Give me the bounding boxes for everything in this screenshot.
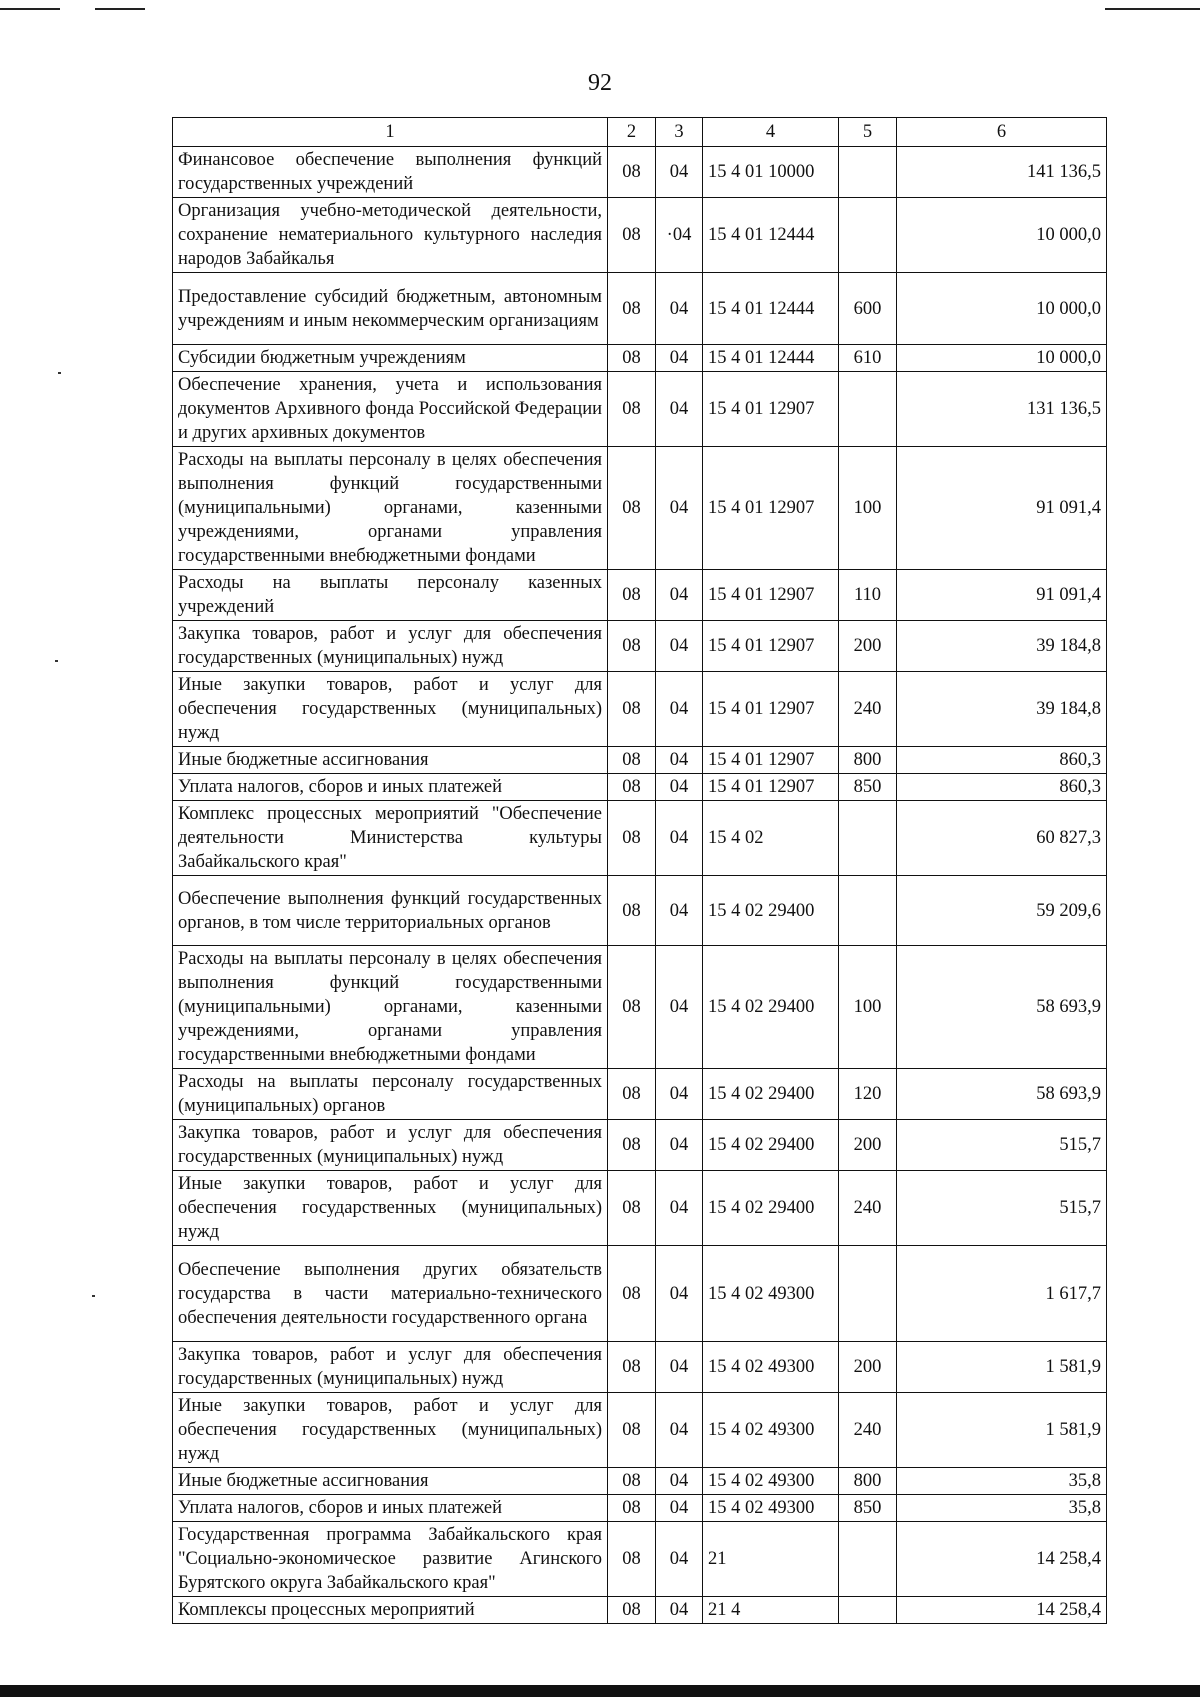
subsection-code-cell: 04 (656, 1069, 703, 1120)
target-article-cell: 15 4 02 29400 (703, 946, 839, 1069)
table-row (173, 1342, 1107, 1393)
row-name-cell: Расходы на выплаты персоналу в целях обеспечения выполнения функций государственными (муниципальными) органами, казенными учреждениями, органами управления государственными внебюджетными фондами (173, 946, 608, 1069)
amount-cell: 515,7 (897, 1171, 1107, 1246)
section-code-cell: 08 (608, 1120, 656, 1171)
target-article-cell: 15 4 02 49300 (703, 1393, 839, 1468)
expense-type-cell: 240 (839, 1171, 897, 1246)
row-name-cell: Организация учебно-методической деятельности, сохранение нематериального культурного наследия народов Забайкалья (173, 198, 608, 273)
expense-type-cell: 800 (839, 747, 897, 774)
expense-type-cell (839, 198, 897, 273)
row-name-cell: Финансовое обеспечение выполнения функций государственных учреждений (173, 147, 608, 198)
column-header: 1 (173, 118, 608, 147)
section-code-cell: 08 (608, 198, 656, 273)
target-article-cell: 15 4 01 12444 (703, 345, 839, 372)
expense-type-cell: 200 (839, 1120, 897, 1171)
row-name-cell: Иные бюджетные ассигнования (173, 1468, 608, 1495)
top-scan-rule (1105, 8, 1200, 10)
table-row (173, 1393, 1107, 1468)
target-article-cell: 15 4 01 12907 (703, 372, 839, 447)
table-row (173, 876, 1107, 946)
row-name-cell: Закупка товаров, работ и услуг для обеспечения государственных (муниципальных) нужд (173, 1120, 608, 1171)
table-row (173, 1597, 1107, 1624)
page-number: 92 (588, 70, 612, 96)
scan-speck (92, 1295, 95, 1297)
section-code-cell: 08 (608, 621, 656, 672)
target-article-cell: 15 4 02 49300 (703, 1246, 839, 1342)
target-article-cell: 15 4 01 12907 (703, 570, 839, 621)
expense-type-cell: 600 (839, 273, 897, 345)
subsection-code-cell: 04 (656, 774, 703, 801)
subsection-code-cell: 04 (656, 1246, 703, 1342)
subsection-code-cell: 04 (656, 1468, 703, 1495)
scan-speck (55, 660, 58, 662)
target-article-cell: 15 4 02 49300 (703, 1468, 839, 1495)
row-name-cell: Комплекс процессных мероприятий "Обеспечение деятельности Министерства культуры Забайкальского края" (173, 801, 608, 876)
subsection-code-cell: ·04 (656, 198, 703, 273)
expense-type-cell: 240 (839, 672, 897, 747)
section-code-cell: 08 (608, 876, 656, 946)
expense-type-cell: 850 (839, 1495, 897, 1522)
subsection-code-cell: 04 (656, 447, 703, 570)
subsection-code-cell: 04 (656, 1120, 703, 1171)
section-code-cell: 08 (608, 1171, 656, 1246)
amount-cell: 10 000,0 (897, 345, 1107, 372)
target-article-cell: 15 4 02 49300 (703, 1495, 839, 1522)
table-row (173, 1120, 1107, 1171)
amount-cell: 141 136,5 (897, 147, 1107, 198)
column-header: 2 (608, 118, 656, 147)
target-article-cell: 15 4 01 12907 (703, 747, 839, 774)
scan-speck (58, 372, 61, 374)
row-name-cell: Предоставление субсидий бюджетным, автономным учреждениям и иным некоммерческим организациям (173, 273, 608, 345)
amount-cell: 91 091,4 (897, 570, 1107, 621)
table-body (173, 147, 1107, 1624)
expense-type-cell (839, 1522, 897, 1597)
table-row (173, 621, 1107, 672)
row-name-cell: Иные закупки товаров, работ и услуг для обеспечения государственных (муниципальных) нужд (173, 672, 608, 747)
target-article-cell: 15 4 01 12907 (703, 774, 839, 801)
target-article-cell: 15 4 02 (703, 801, 839, 876)
row-name-cell: Комплексы процессных мероприятий (173, 1597, 608, 1624)
table-row (173, 747, 1107, 774)
amount-cell: 1 581,9 (897, 1393, 1107, 1468)
subsection-code-cell: 04 (656, 570, 703, 621)
section-code-cell: 08 (608, 447, 656, 570)
target-article-cell: 15 4 02 29400 (703, 1171, 839, 1246)
target-article-cell: 15 4 02 49300 (703, 1342, 839, 1393)
target-article-cell: 15 4 01 12444 (703, 198, 839, 273)
amount-cell: 58 693,9 (897, 1069, 1107, 1120)
section-code-cell: 08 (608, 1246, 656, 1342)
column-header: 3 (656, 118, 703, 147)
subsection-code-cell: 04 (656, 1342, 703, 1393)
amount-cell: 860,3 (897, 774, 1107, 801)
table-row (173, 447, 1107, 570)
row-name-cell: Расходы на выплаты персоналу казенных учреждений (173, 570, 608, 621)
row-name-cell: Расходы на выплаты персоналу в целях обеспечения выполнения функций государственными (муниципальными) органами, казенными учреждениями, органами управления государственными внебюджетными фондами (173, 447, 608, 570)
table-row (173, 1522, 1107, 1597)
row-name-cell: Государственная программа Забайкальского края "Социально-экономическое развитие Агинского Бурятского округа Забайкальского края" (173, 1522, 608, 1597)
section-code-cell: 08 (608, 672, 656, 747)
section-code-cell: 08 (608, 1597, 656, 1624)
target-article-cell: 15 4 01 12907 (703, 672, 839, 747)
column-header: 5 (839, 118, 897, 147)
table-row (173, 1246, 1107, 1342)
amount-cell: 35,8 (897, 1468, 1107, 1495)
section-code-cell: 08 (608, 1393, 656, 1468)
amount-cell: 39 184,8 (897, 672, 1107, 747)
section-code-cell: 08 (608, 747, 656, 774)
expense-type-cell: 200 (839, 621, 897, 672)
expense-type-cell: 850 (839, 774, 897, 801)
subsection-code-cell: 04 (656, 1171, 703, 1246)
table-header-row (173, 118, 1107, 147)
subsection-code-cell: 04 (656, 1597, 703, 1624)
top-scan-rule (95, 8, 145, 10)
amount-cell: 860,3 (897, 747, 1107, 774)
subsection-code-cell: 04 (656, 621, 703, 672)
table-row (173, 345, 1107, 372)
section-code-cell: 08 (608, 345, 656, 372)
subsection-code-cell: 04 (656, 273, 703, 345)
row-name-cell: Обеспечение выполнения других обязательств государства в части материально-технического обеспечения деятельности государственного органа (173, 1246, 608, 1342)
table-row (173, 372, 1107, 447)
subsection-code-cell: 04 (656, 946, 703, 1069)
top-scan-rule (0, 8, 60, 10)
row-name-cell: Расходы на выплаты персоналу государственных (муниципальных) органов (173, 1069, 608, 1120)
row-name-cell: Закупка товаров, работ и услуг для обеспечения государственных (муниципальных) нужд (173, 1342, 608, 1393)
target-article-cell: 21 4 (703, 1597, 839, 1624)
amount-cell: 39 184,8 (897, 621, 1107, 672)
section-code-cell: 08 (608, 1495, 656, 1522)
target-article-cell: 15 4 01 10000 (703, 147, 839, 198)
section-code-cell: 08 (608, 774, 656, 801)
expense-type-cell: 110 (839, 570, 897, 621)
section-code-cell: 08 (608, 1522, 656, 1597)
target-article-cell: 15 4 01 12444 (703, 273, 839, 345)
target-article-cell: 15 4 02 29400 (703, 876, 839, 946)
amount-cell: 10 000,0 (897, 273, 1107, 345)
subsection-code-cell: 04 (656, 1495, 703, 1522)
amount-cell: 14 258,4 (897, 1597, 1107, 1624)
row-name-cell: Уплата налогов, сборов и иных платежей (173, 1495, 608, 1522)
expense-type-cell: 120 (839, 1069, 897, 1120)
table-row (173, 570, 1107, 621)
subsection-code-cell: 04 (656, 876, 703, 946)
row-name-cell: Иные закупки товаров, работ и услуг для обеспечения государственных (муниципальных) нужд (173, 1393, 608, 1468)
table-row (173, 1171, 1107, 1246)
expense-type-cell (839, 147, 897, 198)
expense-type-cell: 100 (839, 447, 897, 570)
amount-cell: 14 258,4 (897, 1522, 1107, 1597)
subsection-code-cell: 04 (656, 147, 703, 198)
row-name-cell: Иные закупки товаров, работ и услуг для обеспечения государственных (муниципальных) нужд (173, 1171, 608, 1246)
expense-type-cell: 200 (839, 1342, 897, 1393)
subsection-code-cell: 04 (656, 372, 703, 447)
target-article-cell: 15 4 01 12907 (703, 447, 839, 570)
budget-table (172, 117, 1107, 1624)
target-article-cell: 15 4 02 29400 (703, 1120, 839, 1171)
table-row (173, 774, 1107, 801)
expense-type-cell: 240 (839, 1393, 897, 1468)
expense-type-cell (839, 876, 897, 946)
expense-type-cell (839, 1597, 897, 1624)
row-name-cell: Уплата налогов, сборов и иных платежей (173, 774, 608, 801)
table-row (173, 147, 1107, 198)
table-row (173, 273, 1107, 345)
column-header: 6 (897, 118, 1107, 147)
table-row (173, 672, 1107, 747)
table-row (173, 946, 1107, 1069)
target-article-cell: 15 4 02 29400 (703, 1069, 839, 1120)
subsection-code-cell: 04 (656, 1522, 703, 1597)
subsection-code-cell: 04 (656, 345, 703, 372)
subsection-code-cell: 04 (656, 1393, 703, 1468)
expense-type-cell: 100 (839, 946, 897, 1069)
amount-cell: 60 827,3 (897, 801, 1107, 876)
section-code-cell: 08 (608, 273, 656, 345)
table-row (173, 1495, 1107, 1522)
column-header: 4 (703, 118, 839, 147)
amount-cell: 35,8 (897, 1495, 1107, 1522)
row-name-cell: Закупка товаров, работ и услуг для обеспечения государственных (муниципальных) нужд (173, 621, 608, 672)
section-code-cell: 08 (608, 801, 656, 876)
row-name-cell: Обеспечение выполнения функций государственных органов, в том числе территориальных органов (173, 876, 608, 946)
section-code-cell: 08 (608, 1342, 656, 1393)
row-name-cell: Субсидии бюджетным учреждениям (173, 345, 608, 372)
amount-cell: 91 091,4 (897, 447, 1107, 570)
amount-cell: 59 209,6 (897, 876, 1107, 946)
expense-type-cell (839, 1246, 897, 1342)
amount-cell: 1 581,9 (897, 1342, 1107, 1393)
bottom-scan-band (0, 1685, 1200, 1697)
section-code-cell: 08 (608, 946, 656, 1069)
table-row (173, 801, 1107, 876)
section-code-cell: 08 (608, 147, 656, 198)
amount-cell: 131 136,5 (897, 372, 1107, 447)
subsection-code-cell: 04 (656, 747, 703, 774)
amount-cell: 10 000,0 (897, 198, 1107, 273)
amount-cell: 515,7 (897, 1120, 1107, 1171)
expense-type-cell: 800 (839, 1468, 897, 1495)
table-row (173, 1468, 1107, 1495)
section-code-cell: 08 (608, 1468, 656, 1495)
row-name-cell: Иные бюджетные ассигнования (173, 747, 608, 774)
target-article-cell: 15 4 01 12907 (703, 621, 839, 672)
table-row (173, 198, 1107, 273)
expense-type-cell (839, 372, 897, 447)
amount-cell: 58 693,9 (897, 946, 1107, 1069)
table-row (173, 1069, 1107, 1120)
amount-cell: 1 617,7 (897, 1246, 1107, 1342)
expense-type-cell (839, 801, 897, 876)
expense-type-cell: 610 (839, 345, 897, 372)
section-code-cell: 08 (608, 570, 656, 621)
section-code-cell: 08 (608, 372, 656, 447)
target-article-cell: 21 (703, 1522, 839, 1597)
subsection-code-cell: 04 (656, 672, 703, 747)
subsection-code-cell: 04 (656, 801, 703, 876)
row-name-cell: Обеспечение хранения, учета и использования документов Архивного фонда Российской Федерации и других архивных документов (173, 372, 608, 447)
section-code-cell: 08 (608, 1069, 656, 1120)
